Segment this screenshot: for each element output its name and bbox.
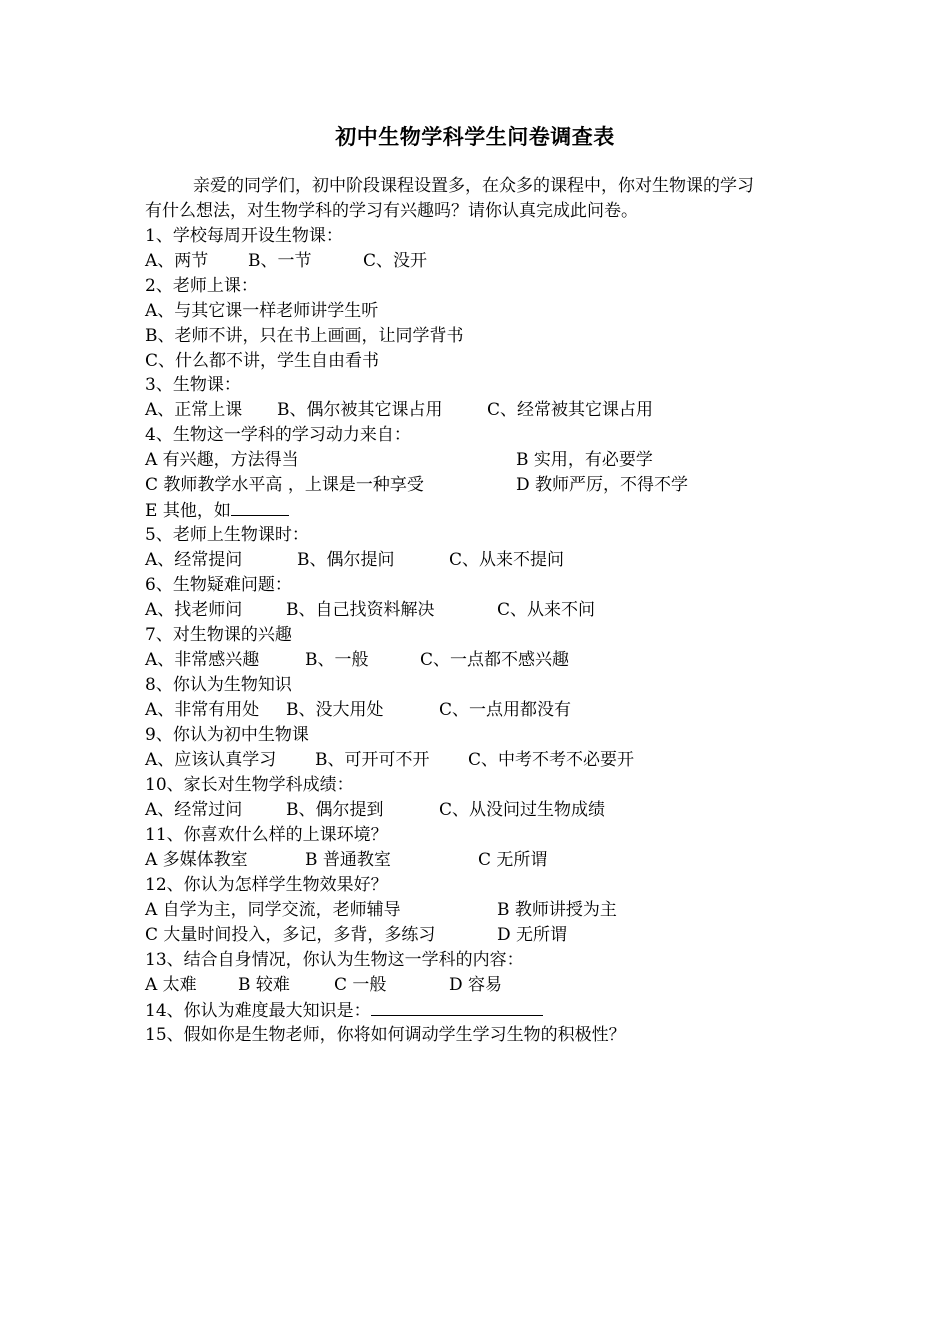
q1-option-b: B、一节: [248, 251, 312, 271]
q3-option-c: C、经常被其它课占用: [487, 400, 654, 420]
question-3: 3、生物课：: [145, 375, 241, 395]
question-13: 13、结合自身情况，你认为生物这一学科的内容：: [145, 950, 524, 970]
q6-option-c: C、从来不问: [497, 600, 596, 620]
question-14: [145, 999, 543, 1022]
q4-option-e: [145, 499, 289, 522]
question-5: 5、老师上生物课时：: [145, 525, 309, 545]
q4-option-c: C 教师教学水平高 ，上课是一种享受: [145, 475, 424, 495]
question-14-label: 14、你认为难度最大知识是：: [145, 1001, 371, 1021]
q10-option-a: A、经常过问: [145, 800, 243, 820]
q12-option-d: D 无所谓: [497, 925, 568, 945]
q3-option-a: A、正常上课: [145, 400, 243, 420]
q9-option-b: B、可开可不开: [315, 750, 430, 770]
q4-option-e-blank[interactable]: [231, 499, 289, 516]
q1-option-a: A、两节: [145, 251, 209, 271]
question-11: 11、你喜欢什么样的上课环境？: [145, 825, 388, 845]
q12-option-a: A 自学为主，同学交流，老师辅导: [145, 900, 401, 920]
q9-option-a: A、应该认真学习: [145, 750, 277, 770]
q5-option-c: C、从来不提问: [449, 550, 565, 570]
q3-option-b: B、偶尔被其它课占用: [277, 400, 443, 420]
q6-option-b: B、自己找资料解决: [286, 600, 435, 620]
question-4: 4、生物这一学科的学习动力来自：: [145, 425, 411, 445]
q9-option-c: C、中考不考不必要开: [468, 750, 635, 770]
q13-option-a: A 太难: [145, 975, 197, 995]
q12-option-b: B 教师讲授为主: [497, 900, 617, 920]
q7-option-b: B、一般: [305, 650, 369, 670]
q8-option-c: C、一点用都没有: [439, 700, 572, 720]
question-15: 15、假如你是生物老师，你将如何调动学生学习生物的积极性？: [145, 1025, 626, 1045]
q8-option-b: B、没大用处: [286, 700, 384, 720]
q14-answer-blank[interactable]: [371, 999, 543, 1016]
q4-option-e-label: E 其他，如: [145, 501, 231, 521]
question-7: 7、对生物课的兴趣: [145, 625, 292, 645]
q7-option-c: C、一点都不感兴趣: [420, 650, 570, 670]
question-9: 9、你认为初中生物课: [145, 725, 309, 745]
q6-option-a: A、找老师问: [145, 600, 243, 620]
q13-option-d: D 容易: [449, 975, 503, 995]
q5-option-b: B、偶尔提问: [297, 550, 395, 570]
q10-option-b: B、偶尔提到: [286, 800, 384, 820]
question-2: 2、老师上课：: [145, 276, 258, 296]
question-12: 12、你认为怎样学生物效果好？: [145, 875, 388, 895]
q8-option-a: A、非常有用处: [145, 700, 260, 720]
q11-option-b: B 普通教室: [305, 850, 391, 870]
q2-option-b: B、老师不讲，只在书上画画，让同学背书: [145, 326, 464, 346]
q7-option-a: A、非常感兴趣: [145, 650, 260, 670]
q4-option-b: B 实用，有必要学: [516, 450, 653, 470]
q10-option-c: C、从没问过生物成绩: [439, 800, 606, 820]
q5-option-a: A、经常提问: [145, 550, 243, 570]
question-6: 6、生物疑难问题：: [145, 575, 292, 595]
question-1: 1、学校每周开设生物课：: [145, 226, 343, 246]
q4-option-d: D 教师严厉，不得不学: [516, 475, 689, 495]
question-8: 8、你认为生物知识: [145, 675, 292, 695]
q13-option-b: B 较难: [238, 975, 290, 995]
intro-line-2: 有什么想法，对生物学科的学习有兴趣吗？请你认真完成此问卷。: [145, 201, 638, 221]
q11-option-a: A 多媒体教室: [145, 850, 248, 870]
question-10: 10、家长对生物学科成绩：: [145, 775, 354, 795]
q4-option-a: A 有兴趣，方法得当: [145, 450, 299, 470]
document-title: 初中生物学科学生问卷调查表: [335, 124, 615, 149]
q13-option-c: C 一般: [334, 975, 387, 995]
q1-option-c: C、没开: [363, 251, 428, 271]
q12-option-c: C 大量时间投入，多记，多背，多练习: [145, 925, 436, 945]
q11-option-c: C 无所谓: [478, 850, 548, 870]
q2-option-a: A、与其它课一样老师讲学生听: [145, 301, 379, 321]
intro-line-1: 亲爱的同学们，初中阶段课程设置多，在众多的课程中，你对生物课的学习: [193, 176, 754, 196]
q2-option-c: C、什么都不讲，学生自由看书: [145, 351, 380, 371]
